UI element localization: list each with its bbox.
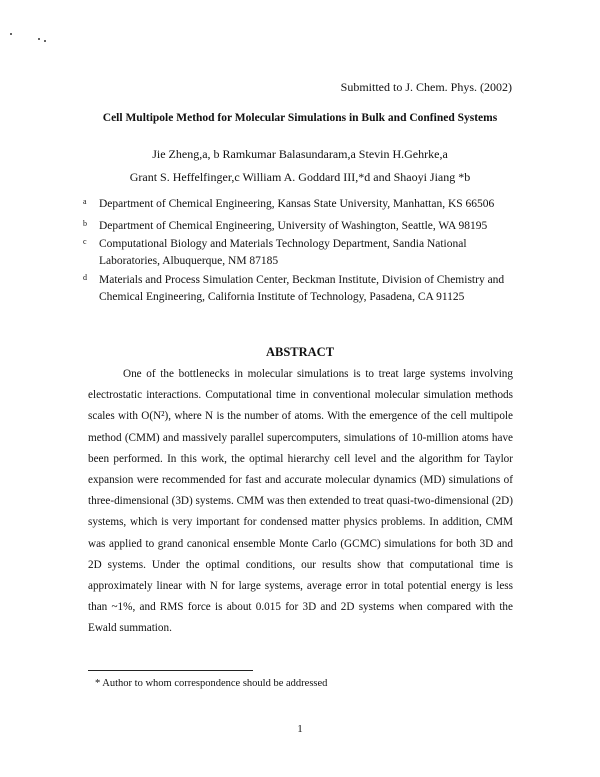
affiliation-mark: d (83, 273, 87, 282)
affiliation-mark: c (83, 237, 87, 246)
submission-note: Submitted to J. Chem. Phys. (2002) (340, 80, 512, 94)
author-line-1: Jie Zheng,a, b Ramkumar Balasundaram,a Stevin H.Gehrke,a (152, 147, 448, 161)
affiliation-mark: a (83, 197, 87, 206)
affiliation-mark: b (83, 219, 87, 228)
affiliation-text: Department of Chemical Engineering, University of Washington, Seattle, WA 98195 (99, 220, 488, 232)
footnote-rule (88, 670, 253, 671)
scan-speck (38, 38, 40, 40)
affiliation-c (83, 236, 523, 270)
correspondence-footnote: * Author to whom correspondence should be addressed (95, 678, 328, 689)
abstract-heading: ABSTRACT (265, 345, 335, 359)
affiliation-b (83, 218, 523, 235)
affiliation-a (83, 196, 523, 213)
page-number: 1 (297, 723, 303, 735)
affiliation-d (83, 272, 523, 306)
affiliation-text: Materials and Process Simulation Center, Beckman Institute, Division of Chemistry and Chemical Engineering, California Institute of Technology, Pasadena, CA 91125 (99, 274, 505, 303)
scan-speck (10, 33, 12, 35)
affiliation-text: Computational Biology and Materials Technology Department, Sandia National Laboratories, Albuquerque, NM 87185 (99, 238, 467, 267)
affiliation-text: Department of Chemical Engineering, Kansas State University, Manhattan, KS 66506 (99, 198, 495, 210)
paper-title: Cell Multipole Method for Molecular Simulations in Bulk and Confined Systems (102, 112, 498, 124)
author-line-2: Grant S. Heffelfinger,c William A. Goddard III,*d and Shaoyi Jiang *b (129, 170, 471, 184)
scan-speck (44, 40, 46, 42)
abstract-body: One of the bottlenecks in molecular simulations is to treat large systems involving electrostatic interactions. Computational time in conventional molecular simulation methods scales with O(N²), where N is the number of atoms. With the emergence of the cell multipole method (CMM) and massively parallel supercomputers, simulations of 10-million atoms have been performed. In this work, the optimal hierarchy cell level and the algorithm for Taylor expansion were recommended for fast and accurate molecular dynamics (MD) simulations of three-dimensional (3D) systems. CMM was then extended to treat quasi-two-dimensional (2D) systems, which is very important for condensed matter physics problems. In addition, CMM was applied to grand canonical ensemble Monte Carlo (GCMC) simulations for both 3D and 2D systems. Under the optimal conditions, our results show that computational time is approximately linear with N for large systems, average error in total potential energy is less than ~1%, and RMS force is about 0.015 for 3D and 2D systems when compared with the Ewald summation. (88, 368, 513, 635)
